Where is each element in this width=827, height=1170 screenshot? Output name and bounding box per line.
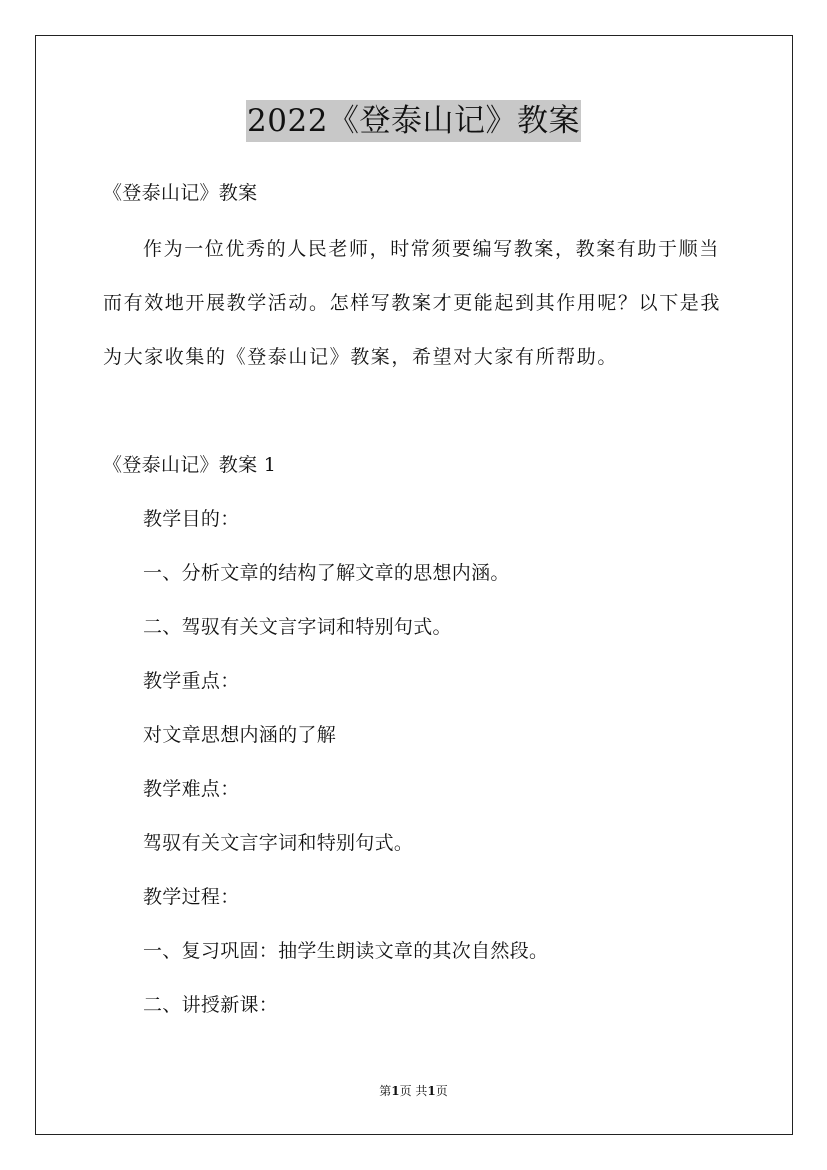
footer-mid: 页 共 <box>399 1084 428 1098</box>
body-line-key-point-1: 对文章思想内涵的了解 <box>143 724 337 746</box>
body-line-process: 教学过程： <box>143 886 240 908</box>
body-line-goal-2: 二、驾驭有关文言字词和特别句式。 <box>143 616 452 638</box>
footer-prefix: 第 <box>379 1084 392 1098</box>
footer-total-pages: 1 <box>427 1084 436 1098</box>
document-title: 2022《登泰山记》教案 <box>246 100 581 142</box>
title-container <box>0 100 827 142</box>
body-line-key-points: 教学重点： <box>143 670 240 692</box>
body-line-difficulty-1: 驾驭有关文言字词和特别句式。 <box>143 832 414 854</box>
body-line-difficulties: 教学难点： <box>143 778 240 800</box>
footer-suffix: 页 <box>435 1084 448 1098</box>
intro-line-2: 而有效地开展教学活动。怎样写教案才更能起到其作用呢？以下是我 <box>103 292 722 314</box>
body-line-goal-1: 一、分析文章的结构了解文章的思想内涵。 <box>143 562 510 584</box>
section-heading: 《登泰山记》教案 1 <box>103 454 277 476</box>
body-line-process-1: 一、复习巩固：抽学生朗读文章的其次自然段。 <box>143 940 549 962</box>
document-subtitle: 《登泰山记》教案 <box>103 182 258 204</box>
footer-current-page: 1 <box>391 1084 400 1098</box>
body-line-teaching-goals: 教学目的： <box>143 508 240 530</box>
page-footer <box>0 1083 827 1099</box>
intro-line-1: 作为一位优秀的人民老师，时常须要编写教案，教案有助于顺当 <box>143 238 720 260</box>
intro-line-3: 为大家收集的《登泰山记》教案，希望对大家有所帮助。 <box>103 346 619 368</box>
body-line-process-2: 二、讲授新课： <box>143 994 279 1016</box>
